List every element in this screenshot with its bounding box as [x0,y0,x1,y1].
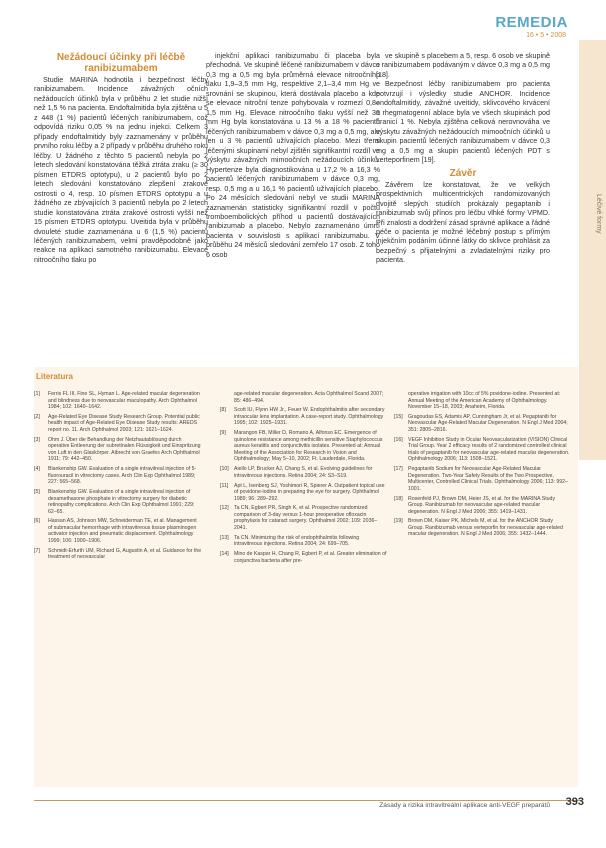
reference-item [220,551,388,564]
reference-text: Aiello LP, Brucker AJ, Chang S, et al. Evolving guidelines for intravitreous injections. Retina 2004; 24: S3–S19. [234,466,373,479]
reference-number: [13] [220,534,229,541]
paragraph: Závěrem lze konstatovat, že ve velkých prospektivních multicentrických randomizovaných dvojitě slepých studiích prokázaly pegaptanib i ranibizumab svůj přínos pro léčbu vlhké formy VPMD. Při znalosti a dodržení zásad správné aplikace a řádné péče o pacienta je možné léčebný postup s přímým injekčním podáním účinné látky do sklivce prohlásit za bezpečný s přijatelnými a zvladatelnými riziky pro pacienta. [376,180,550,265]
reference-number: [16] [394,436,403,443]
references-column-3 [394,391,570,541]
reference-number: [18] [394,495,403,502]
reference-number: [15] [394,413,403,420]
reference-text: operative irrigation with 10cc of 5% povidone-iodine. Presented at: Annual Meeting of the American Academy of Ophthalmology. November 15–18, 2003; Anaheim, Florida. [408,391,561,410]
reference-text: Blankenship GW. Evaluation of a single intravitreal injection of 5-fluorouracil in vitrectomy cases. Arch Clin Exp Ophthalmol 1989; 227: 565–568. [48,466,197,486]
reference-item [220,505,388,531]
reference-text: Age-Related Eye Disease Study Research Group. Potential public health impact of Age-Related Eye Disease Study results: AREDS report no. 11. Arch Ophthalmol 2003; 121: 1621–1624. [48,413,200,433]
reference-number: [2] [34,413,40,420]
paragraph-list [376,52,550,166]
reference-item [34,391,202,411]
reference-text: Scott IU, Flynn HW Jr., Feuer W. Endophthalmitis after secondary intraocular lens implantation. A case-report study. Ophthalmology 1995; 102: 1925–1931. [234,407,385,427]
article-column-3 [376,52,550,266]
reference-item [394,437,570,463]
reference-text: Mino de Kaspar H, Chang R, Egbert P, et al. Greater elimination of conjunctiva bacteria after pre- [234,551,387,564]
reference-number: [19] [394,518,403,525]
reference-item [34,414,202,434]
paragraph-list [206,52,380,260]
reference-item [220,430,388,463]
reference-number [394,391,408,411]
reference-number: [17] [394,466,403,473]
reference-number: [6] [34,518,40,525]
reference-text: Brown DM, Kaiser PK, Michels M, et al. for the ANCHOR Study Group. Ranibizumab versus verteporfin for neovascular age-related macular degeneration. N Engl J Med 2006; 355: 1432–1444. [408,518,563,538]
reference-number: [4] [34,466,40,473]
reference-number: [9] [220,430,226,437]
reference-item [220,535,388,548]
side-tab-label: Léčivé formy [595,194,602,234]
section-title-conclusion: Závěr [449,167,477,179]
reference-text: Marangon FB, Miller D, Romano A, Alfonso EC. Emergence of quinolone resistance among methicillin sensitive Staphylococcus aureus keratitis and conjunctivitis isolates. Presented at: Annual Meeting of the Association for Research in Vision and Ophthalmology; May 5–10, 2002; Ft. Lauderdale, Florida. [234,430,383,463]
reference-item [220,466,388,479]
reference-text: Ta CN. Minimizing the risk of endophthalmitis following intravitreous injections. Retina 2004; 24: 699–705. [234,534,360,548]
journal-brand: REMEDIA [495,14,568,31]
reference-text: Apt L, Isenberg SJ, Yoshimori R, Spierer A. Outpatient topical use of povidone-iodine in preparing the eye for surgery. Ophthalmol 1989; 96: 289–292. [234,482,385,502]
reference-text: Ta CN, Egbert PR, Singh K, et al. Prospective randomized comparison of 3-day versus 1-hour preoperative ofloxacin prophylaxis for cataract surgery. Ophthalmol 2002; 109: 2036–2041. [234,505,378,531]
reference-number: [11] [220,482,229,489]
reference-item [220,391,388,404]
running-title: Zásady a rizika intravitreální aplikace anti-VEGF preparátů [379,802,550,809]
reference-item [394,414,570,434]
reference-text: Ferris FL III, Fine SL, Hyman L. Age-related macular degeneration and blindness due to neovascular maculopathy. Arch Ophthalmol 1984; 102: 1640–1642. [48,391,200,410]
reference-item [220,407,388,427]
reference-number: [5] [34,489,40,496]
section-side-tab [579,40,606,460]
reference-item [34,489,202,515]
reference-item [394,518,570,538]
reference-text: Pegaptanib Sodium for Neovascular Age-Related Macular Degeneration. Two-Year Safety Results of the Two Prospective, Multicenter, Controlled Clinical Trials. Ophthalmology 2006; 113: 992–1001. [408,466,568,492]
paragraph: injekční aplikaci ranibizumabu či placeba byla přechodná. Ve skupině léčené ranibizumabem v dávce 0,3 mg a 0,5 mg byla průměrná elevace nitroočního tlaku 1,9–3,5 mm Hg, respektive 2,1–3,4 mm Hg ve srovnání se skupinou, která dostávala placebo a kde se elevace nitroční tenze pohybovala v rozmezí 0,8–1,5 mm Hg. Elevace nitroočního tlaku vyšší než 30 mm Hg byla konstatována u 13 % a 18 % pacientů léčených ranibizumabem v dávce 0,3 mg a 0,5 mg, ale jen u 3 % pacientů užívajících placebo. Mezi třemi léčenými skupinami nebyl zjištěn signifikantní rozdíl ve výskytu závažných mimoočních nežádoucích účinků. Hypertenze byla diagnostikována u 17,2 % a 16,3 % pacientů léčených ranibizumabem v dávce 0,3 mg, resp. 0,5 mg a u 16,1 % pacientů užívajících placebo. Po 24 měsících sledování nebyl ve studii MARINA zaznamenán statisticky signifikantní rozdíl v počtu tromboembolických příhod u pacientů dostávajících ranibizumab a placebo. Nebylo zaznamenáno úmrtí pacienta v souvislosti s aplikací ranibizumabu. V průběhu 24 měsíců sledování zemřelo 17 osob. Z toho 6 osob [206,52,380,259]
section-title-adverse-effects: Nežádoucí účinky při léčbě ranibizumabem [56,52,186,74]
reference-number: [12] [220,505,229,512]
reference-item [394,466,570,492]
reference-text: Gragoudas ES, Adamis AP, Cunningham Jr, et al. Pegaptanib for Neovascular Age-Related Macular Degeneration. N Engl J Med 2004; 351: 2805–2816. [408,413,568,433]
paragraph: Studie MARINA hodnotila i bezpečnost léčby ranibizumabem. Incidence závažných očních nežádoucích účinků byla v průběhu 2 let studie nižší než 1,5 % na pacienta. Endoftalmitida byla zjištěna u 5 z 448 (1 %) pacientů léčených ranibizumabem, což odpovídá riziku 0,05 % na jednu injekci. Celkem 3 případy endoftalmitidy byly zaznamenány v průběhu prvního roku léčby a 2 případy v průběhu druhého roku léčby. U žádného z těchto 5 pacientů nebyla po 2 letech sledování konstatována těžká ztráta zraku (≥ 30 písmen ETDRS optotypu), u 2 pacientů bylo po 2 letech sledování konstatováno zlepšení zrakové ostrosti o 4, resp. 10 písmen ETDRS optotypu a u žádného ze zbývajících 3 pacientů nebyla po 2 letech studie konstatována ztráta zrakové ostrosti vyšší než 15 písmen ETDRS optotypu. Uveitida byla v průběhu dvouleté studie zaznamenána u 6 (1,5 %) pacientů léčených ranibizumabem, velmi pravděpodobně jako reakce na aplikaci samotného ranibizumabu. Elevace nitroočního tlaku po [34,76,208,264]
reference-item [220,483,388,503]
issue-date: 16 • 5 • 2008 [526,32,566,39]
reference-text: Blankenship GW. Evaluation of a single intravitreal injection of dexamethasone phosphate in vitrectomy surgery for diabetic retinopathy complications. Arch Clin Exp Ophthalmol 1991; 229: 62–65. [48,489,195,515]
paragraph: ve skupině s placebem a 5, resp. 6 osob ve skupině s ranibizumabem podávaným v dávce 0,3 mg a 0,5 mg [18]. [376,52,550,79]
reference-number: [14] [220,551,229,558]
reference-text: Hassan AS, Johnson MW, Schneiderman TE, et al. Management of submacular hemorrhage with intravitreous tissue plasminogen activator injection and pneumatic displacement. Ophthalmology 1999; 106: 1900–1906. [48,518,197,544]
reference-text: Schmidt-Erfurth UM, Richard G, Augustin A, et al. Guidance for the treatment of neovascular [48,547,202,561]
footer-rule [34,800,582,801]
reference-text: age-related macular degeneration. Acta Ophthalmol Scand 2007; 85: 486–494. [234,391,384,404]
paragraph-list [34,76,208,265]
reference-item [34,437,202,463]
reference-text: Rosenfeld PJ, Brown DM, Heier JS, et al. for the MARINA Study Group. Ranibizumab for neovascular age-related macular degeneration. N Engl J Med 2006; 355: 1419–1431. [408,495,556,515]
reference-item [394,391,570,411]
references-box [34,367,578,787]
reference-text: VEGF Inhibition Study in Ocular Neovascularization (VISION) Clinical Trial Group. Year 2 efficacy results of 2 randomized controlled clinical trials of pegaptanib for neovascular age-related macular degeneration. Ophthalmology 2006; 113: 1508–1521. [408,436,570,463]
reference-text: Ohm J. Über die Behandlung der Netzhautablösung durch operative Entleerung der subretinalen Flüssigkeit und Einspritzung von Luft in den Glaskörper. Albrecht von Graefes Arch Ophthalmol 1911; 79: 442–450. [48,436,201,463]
reference-number: [1] [34,391,40,397]
paragraph-list [376,181,550,266]
references-title: Literatura [36,372,73,381]
reference-number [220,391,234,404]
references-column-2 [220,391,388,568]
reference-number: [7] [34,547,40,554]
reference-number: [3] [34,436,40,443]
reference-item [34,466,202,486]
article-column-1 [34,52,208,265]
article-column-2 [206,52,380,260]
paragraph: Bezpečnost léčby ranibizumabem pro pacienta potvrzují i výsledky studie ANCHOR. Incidence endoftalmitidy, závažné uveitidy, sklivcového krvácení a rhegmatogenní ablace byla ve všech skupinách pod hranicí 1 %. Nebyla zjištěna celková nerovnováha ve výskytu závažných nežádoucích mimoočních účinků u skupin pacientů léčených ranibizumabem v dávce 0,3 mg a 0,5 mg a skupin pacientů léčených PDT s verteporfinem [19]. [376,80,550,165]
page-number: 393 [565,796,584,808]
reference-number: [8] [220,407,226,414]
reference-item [34,518,202,544]
reference-item [34,548,202,561]
reference-item [394,496,570,516]
reference-number: [10] [220,466,229,473]
references-column-1 [34,391,202,564]
